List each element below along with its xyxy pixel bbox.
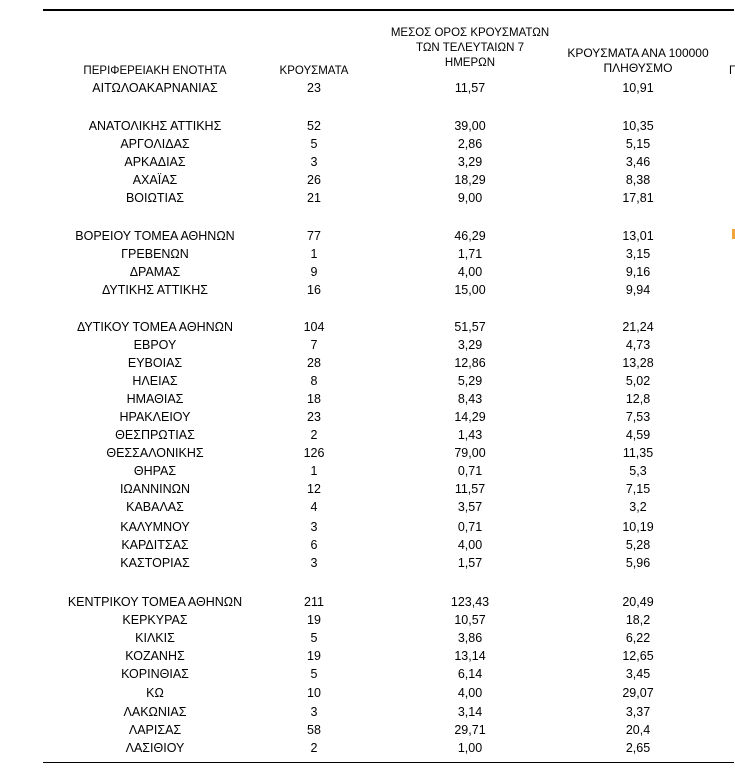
table-row [0,426,734,444]
cases-value: 126 [303,446,325,460]
seven-day-average-value: 39,00 [454,119,486,133]
region-name: ΘΕΣΣΑΛΟΝΙΚΗΣ [106,446,204,460]
seven-day-average-value: 12,86 [454,356,486,370]
table-row [0,480,734,498]
cases-per-100k-value: 13,01 [622,229,654,243]
region-name: ΚΑΛΥΜΝΟΥ [120,520,190,534]
seven-day-average-value: 51,57 [454,320,486,334]
bottom-rule [43,762,734,763]
cases-value: 18 [307,392,321,406]
cases-per-100k-value: 3,46 [625,155,651,169]
cases-per-100k-value: 17,81 [622,191,654,205]
table-row [0,629,734,647]
region-name: ΕΒΡΟΥ [133,338,177,352]
cases-value: 211 [304,595,324,609]
table-row [0,354,734,372]
region-name: ΚΑΒΑΛΑΣ [126,500,184,514]
cases-per-100k-value: 4,59 [625,428,651,442]
region-name: ΚΩ [146,686,164,700]
cases-per-100k-value: 9,16 [625,265,651,279]
table-row [0,281,734,299]
cases-value: 8 [310,374,318,388]
seven-day-average-value: 3,29 [457,338,483,352]
table-row [0,336,734,354]
cases-value: 2 [310,741,318,755]
cases-per-100k-value: 5,28 [625,538,651,552]
seven-day-average-value: 0,71 [457,464,483,478]
region-name: ΛΑΚΩΝΙΑΣ [123,705,187,719]
table-row [0,498,734,516]
table-row [0,444,734,462]
cases-value: 58 [307,723,321,737]
region-name: ΓΡΕΒΕΝΩΝ [121,247,189,261]
seven-day-average-value: 3,86 [457,631,483,645]
cases-per-100k-value: 5,02 [625,374,651,388]
seven-day-average-value: 11,57 [454,81,486,95]
cases-value: 5 [310,137,318,151]
cases-per-100k-value: 3,37 [625,705,651,719]
cases-value: 3 [310,556,318,570]
region-name: ΑΡΓΟΛΙΔΑΣ [120,137,190,151]
cases-per-100k-value: 10,19 [622,520,654,534]
cases-value: 3 [310,155,318,169]
region-name: ΛΑΣΙΘΙΟΥ [125,741,185,755]
table-row [0,245,734,263]
cases-per-100k-value: 11,35 [622,446,654,460]
region-name: ΑΙΤΩΛΟΑΚΑΡΝΑΝΙΑΣ [92,81,218,95]
seven-day-average-value: 1,57 [457,556,483,570]
cases-value: 1 [310,464,318,478]
region-name: ΗΜΑΘΙΑΣ [126,392,184,406]
cases-value: 23 [307,410,321,424]
seven-day-average-value: 2,86 [457,137,483,151]
seven-day-average-value: 3,14 [457,705,483,719]
cases-per-100k-value: 3,2 [629,500,647,514]
table-row [0,554,734,572]
seven-day-average-value: 79,00 [454,446,486,460]
table-row [0,665,734,683]
cases-value: 5 [310,667,318,681]
cases-value: 7 [310,338,318,352]
cases-per-100k-value: 3,15 [625,247,651,261]
cases-value: 2 [310,428,318,442]
table-row [0,79,734,97]
cases-per-100k-value: 5,15 [625,137,651,151]
table-row [0,390,734,408]
region-name: ΚΟΡΙΝΘΙΑΣ [121,667,189,681]
cases-per-100k-value: 7,53 [625,410,651,424]
cases-per-100k-value: 2,65 [625,741,651,755]
table-row [0,372,734,390]
cases-value: 6 [310,538,318,552]
seven-day-average-value: 123,43 [450,595,490,609]
table-row [0,536,734,554]
region-name: ΘΗΡΑΣ [133,464,177,478]
region-name: ΔΥΤΙΚΟΥ ΤΟΜΕΑ ΑΘΗΝΩΝ [76,320,234,334]
seven-day-average-value: 29,71 [454,723,486,737]
cases-value: 3 [310,705,318,719]
table-row [0,189,734,207]
table-row [0,518,734,536]
header-avg-line2: ΤΩΝ ΤΕΛΕΥΤΑΙΩΝ 7 [416,42,524,54]
cases-value: 9 [310,265,318,279]
cases-value: 12 [307,482,321,496]
region-name: ΔΡΑΜΑΣ [129,265,181,279]
region-name: ΑΡΚΑΔΙΑΣ [124,155,186,169]
region-name: ΚΕΡΚΥΡΑΣ [122,613,188,627]
cases-per-100k-value: 4,73 [625,338,651,352]
region-name: ΗΛΕΙΑΣ [132,374,178,388]
cases-value: 26 [307,173,321,187]
region-name: ΒΟΙΩΤΙΑΣ [125,191,185,205]
seven-day-average-value: 13,14 [454,649,486,663]
seven-day-average-value: 8,43 [457,392,483,406]
table-row [0,703,734,721]
cases-per-100k-value: 8,38 [625,173,651,187]
region-name: ΗΡΑΚΛΕΙΟΥ [119,410,191,424]
cases-per-100k-value: 21,24 [622,320,654,334]
region-name: ΕΥΒΟΙΑΣ [127,356,183,370]
header-cases: ΚΡΟΥΣΜΑΤΑ [279,65,349,77]
seven-day-average-value: 15,00 [454,283,486,297]
seven-day-average-value: 10,57 [454,613,486,627]
top-rule [43,9,734,11]
table-row [0,647,734,665]
seven-day-average-value: 1,00 [457,741,483,755]
cases-per-100k-value: 10,35 [622,119,654,133]
seven-day-average-value: 46,29 [454,229,486,243]
cases-per-100k-value: 20,4 [625,723,651,737]
cases-per-100k-value: 12,8 [625,392,651,406]
seven-day-average-value: 11,57 [454,482,486,496]
region-name: ΚΑΡΔΙΤΣΑΣ [121,538,189,552]
cases-value: 4 [310,500,318,514]
cases-per-100k-value: 29,07 [622,686,654,700]
header-rate-line2: ΠΛΗΘΥΣΜΟ [603,61,673,75]
region-name: ΚΙΛΚΙΣ [135,631,175,645]
header-avg-line3: ΗΜΕΡΩΝ [444,57,496,69]
table-row [0,135,734,153]
region-name: ΒΟΡΕΙΟΥ ΤΟΜΕΑ ΑΘΗΝΩΝ [75,229,235,243]
cases-per-100k-value: 3,45 [625,667,651,681]
cases-value: 16 [307,283,321,297]
seven-day-average-value: 3,29 [457,155,483,169]
cases-value: 5 [310,631,318,645]
cases-value: 10 [307,686,321,700]
cases-per-100k-value: 9,94 [625,283,651,297]
seven-day-average-value: 1,43 [457,428,483,442]
region-name: ΚΟΖΑΝΗΣ [125,649,185,663]
cases-per-100k-value: 12,65 [622,649,654,663]
cases-per-100k-value: 18,2 [625,613,651,627]
region-name: ΛΑΡΙΣΑΣ [128,723,182,737]
table-row [0,263,734,281]
seven-day-average-value: 6,14 [457,667,483,681]
header-rate [558,46,718,76]
cases-per-100k-value: 5,96 [625,556,651,570]
table-row [0,318,734,336]
seven-day-average-value: 14,29 [454,410,486,424]
region-name: ΚΑΣΤΟΡΙΑΣ [120,556,190,570]
table-row [0,739,734,757]
cases-value: 21 [307,191,321,205]
seven-day-average-value: 0,71 [457,520,483,534]
cases-per-100k-value: 5,3 [629,464,647,478]
seven-day-average-value: 18,29 [454,173,486,187]
seven-day-average-value: 4,00 [457,686,483,700]
table-row [0,684,734,702]
cases-per-100k-value: 7,15 [625,482,651,496]
header-cutoff-column: Γ [729,65,735,77]
cases-value: 23 [307,81,321,95]
cases-per-100k-value: 20,49 [622,595,654,609]
cases-value: 104 [303,320,325,334]
cases-per-100k-value: 10,91 [622,81,654,95]
cases-per-100k-value: 13,28 [622,356,654,370]
header-rate-line1: ΚΡΟΥΣΜΑΤΑ ΑΝΑ 100000 [567,46,709,60]
cases-value: 3 [310,520,318,534]
cases-value: 28 [307,356,321,370]
seven-day-average-value: 4,00 [457,538,483,552]
cases-value: 52 [307,119,321,133]
region-name: ΔΥΤΙΚΗΣ ΑΤΤΙΚΗΣ [102,283,208,297]
table-row [0,721,734,739]
table-row [0,153,734,171]
cases-value: 1 [310,247,318,261]
table-row [0,117,734,135]
table-row [0,227,734,245]
cases-per-100k-value: 6,22 [625,631,651,645]
seven-day-average-value: 9,00 [457,191,483,205]
cases-value: 77 [307,229,321,243]
header-name: ΠΕΡΙΦΕΡΕΙΑΚΗ ΕΝΟΤΗΤΑ [83,65,227,77]
table-row [0,462,734,480]
region-name: ΑΝΑΤΟΛΙΚΗΣ ΑΤΤΙΚΗΣ [88,119,222,133]
seven-day-average-value: 3,57 [457,500,483,514]
region-name: ΑΧΑΪΑΣ [132,173,178,187]
table-row [0,408,734,426]
region-name: ΙΩΑΝΝΙΝΩΝ [119,482,191,496]
cases-value: 19 [307,649,321,663]
table-row [0,611,734,629]
table-row [0,593,734,611]
seven-day-average-value: 1,71 [457,247,483,261]
cases-value: 19 [307,613,321,627]
header-avg-line1: ΜΕΣΟΣ ΟΡΟΣ ΚΡΟΥΣΜΑΤΩΝ [390,27,550,39]
table-row [0,171,734,189]
region-name: ΚΕΝΤΡΙΚΟΥ ΤΟΜΕΑ ΑΘΗΝΩΝ [67,595,243,609]
seven-day-average-value: 4,00 [457,265,483,279]
header-avg [385,26,555,71]
region-name: ΘΕΣΠΡΩΤΙΑΣ [115,428,195,442]
seven-day-average-value: 5,29 [457,374,483,388]
